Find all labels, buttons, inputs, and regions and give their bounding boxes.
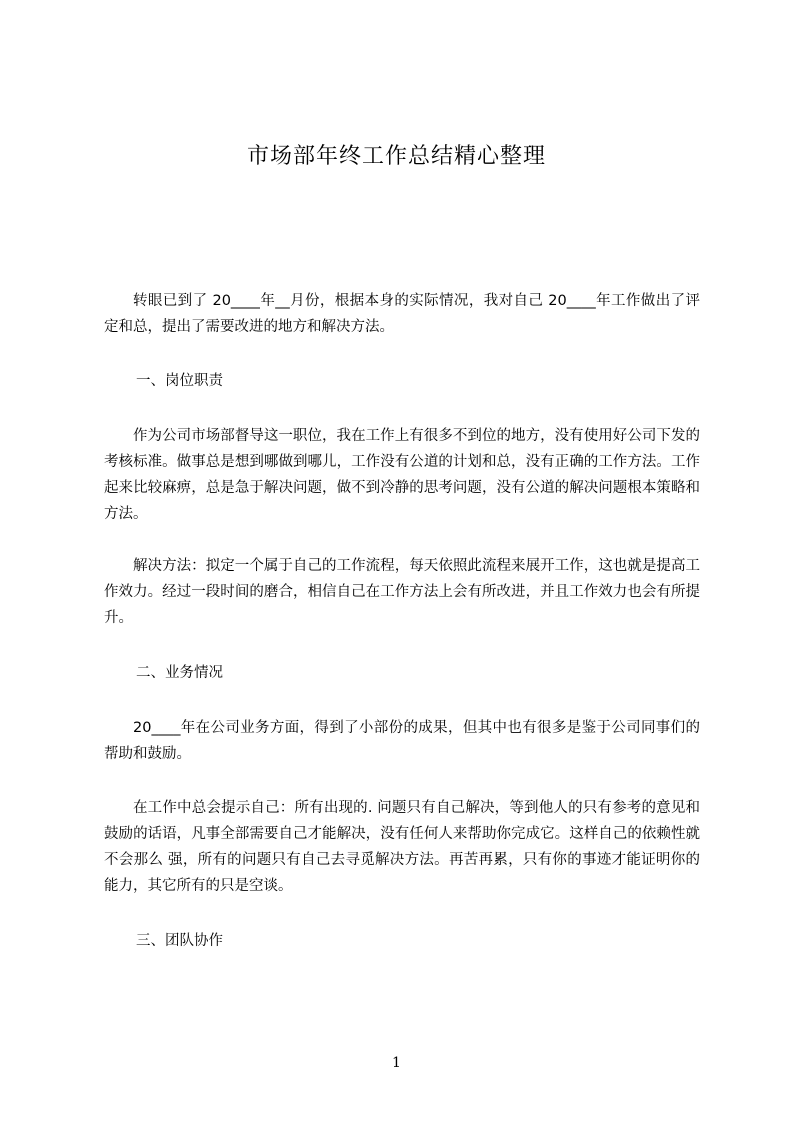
section2-paragraph1-block: [104, 715, 700, 767]
section1-paragraph2-block: [104, 553, 700, 631]
section3-heading-block: [104, 928, 700, 954]
business-paragraph: 20____年在公司业务方面，得到了小部份的成果，但其中也有很多是鉴于公司同事们的帮助和鼓励。: [104, 720, 700, 762]
section2-paragraph2-block: [104, 795, 700, 899]
intro-paragraph: 转眼已到了 20____年__月份，根据本身的实际情况，我对自己 20____年工作做出了评定和总，提出了需要改进的地方和解决方法。: [104, 293, 700, 335]
duties-paragraph: 作为公司市场部督导这一职位，我在工作上有很多不到位的地方，没有使用好公司下发的考核标准。做事总是想到哪做到哪儿，工作没有公道的计划和总，没有正确的工作方法。工作起来比较麻痹，总是急于解决问题，做不到冷静的思考问题，没有公道的解决问题根本策略和方法。: [104, 428, 700, 522]
page-number: 1: [392, 1055, 401, 1071]
solution-paragraph: 解决方法：拟定一个属于自己的工作流程，每天依照此流程来展开工作，这也就是提高工作效力。经过一段时间的磨合，相信自己在工作方法上会有所改进，并且工作效力也会有所提升。: [104, 558, 700, 626]
section2-heading-block: [104, 660, 700, 686]
section-heading-teamwork: 三、团队协作: [136, 933, 223, 949]
section1-paragraph1-block: [104, 423, 700, 527]
reminder-paragraph: 在工作中总会提示自己：所有出现的. 问题只有自己解决，等到他人的只有参考的意见和鼓励的话语，凡事全部需要自己才能解决，没有任何人来帮助你完成它。这样自己的依赖性就不会那么 强，所有的问题只有自己去寻觅解决方法。再苦再累，只有你的事迹才能证明你的能力，其它所有的只是空谈。: [104, 800, 700, 894]
document-title: 市场部年终工作总结精心整理: [246, 144, 546, 169]
section1-heading-block: [104, 368, 700, 394]
intro-block: [104, 288, 700, 340]
section-heading-duties: 一、岗位职责: [136, 373, 223, 389]
section-heading-business: 二、业务情况: [136, 665, 223, 681]
